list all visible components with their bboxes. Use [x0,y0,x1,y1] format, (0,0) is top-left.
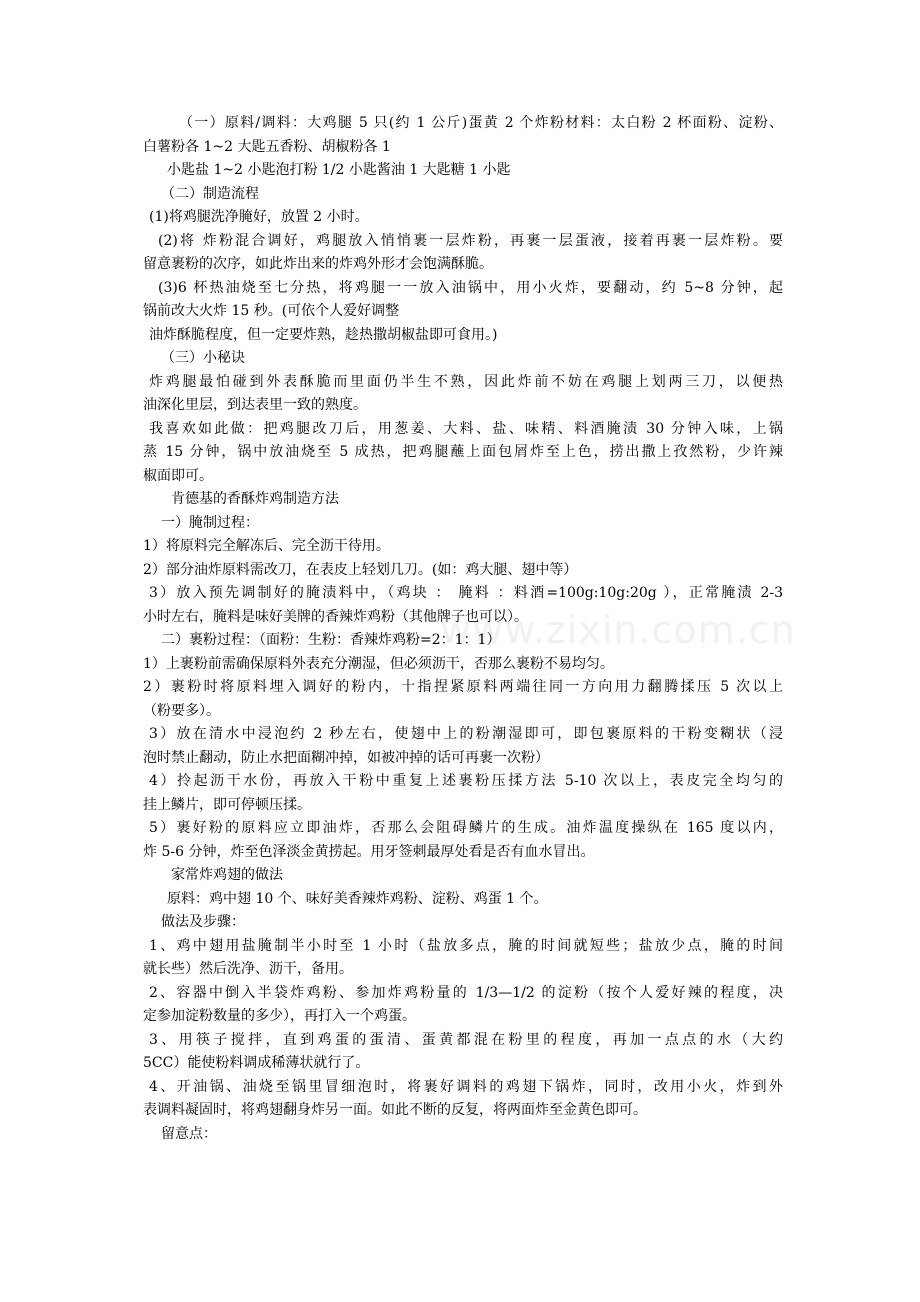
text-line: （二）制造流程 [161,185,259,202]
text-line: 3）放在清水中浸泡约 2 秒左右，使翅中上的粉潮湿即可，即包裹原料的干粉变糊状（浸 [149,726,783,742]
text-line: 小时左右，腌料是味好美牌的香辣炸鸡粉（其他牌子也可以）。 [143,608,528,625]
text-line: 5）裹好粉的原料应立即油炸，否那么会阻碍鳞片的生成。油炸温度操纵在 165 度以内， [149,820,783,836]
text-line: 3、用筷子搅拌，直到鸡蛋的蛋清、蛋黄都混在粉里的程度，再加一点点的水（大约 [149,1031,783,1048]
text-line: 二）裹粉过程：（面粉：生粉：香辣炸鸡粉=2：1：1） [161,632,501,648]
text-line: 2）裹粉时将原料埋入调好的粉内，十指捏紧原料两端往同一方向用力翻腾揉压 5 次以上 [143,679,783,695]
watermark: www.zixin.com.cn [440,608,796,652]
text-line: 4、开油锅、油烧至锅里冒细泡时，将裹好调料的鸡翅下锅炸，同时，改用小火，炸到外 [149,1078,783,1095]
document-body [143,112,783,1146]
text-line: 3）放入预先调制好的腌渍料中，（鸡块 ： 腌料 ：料酒=100g:10g:20g ），正常腌渍 2-3 [149,585,783,601]
text-line: 泡时禁止翻动，防止水把面糊冲掉，如被冲掉的话可再裹一次粉） [143,749,549,766]
text-line: 白薯粉各 1~2 大匙五香粉、胡椒粉各 1 [143,138,391,155]
text-line: 5CC）能使粉料调成稀薄状就行了。 [143,1055,370,1071]
text-line: (3)6 杯热油烧至七分热，将鸡腿一一放入油锅中，用小火炸，要翻动，约 5~8 分钟，起 [158,279,783,296]
text-line: 做法及步骤： [161,914,245,930]
text-line: 油炸酥脆程度，但一定要炸熟，趁热撒胡椒盐即可食用。) [149,326,498,343]
text-line: 锅前改大火炸 15 秒。(可依个人爱好调整 [143,303,400,319]
text-line: （粉要多）。 [143,702,220,719]
text-line: 留意裹粉的次序，如此炸出来的炸鸡外形才会饱满酥脆。 [143,256,493,272]
text-line: 原料：鸡中翅 10 个、味好美香辣炸鸡粉、淀粉、鸡蛋 1 个。 [167,890,548,907]
text-line: (1)将鸡腿洗净腌好，放置 2 小时。 [149,209,369,225]
text-line: 2）部分油炸原料需改刀，在表皮上轻划几刀。(如：鸡大腿、翅中等） [143,561,578,578]
text-line: 炸 5-6 分钟，炸至色泽淡金黄捞起。用牙签刺最厚处看是否有血水冒出。 [143,843,595,860]
text-line: 蒸 15 分钟，锅中放油烧至 5 成热，把鸡腿蘸上面包屑炸至上色，捞出撒上孜然粉，少许辣 [143,444,783,460]
text-line: 就长些）然后洗净、沥干，备用。 [143,961,353,977]
text-line: 1）上裹粉前需确保原料外表充分潮湿，但必须沥干，否那么裹粉不易均匀。 [143,655,614,672]
text-line: 4）拎起沥干水份，再放入干粉中重复上述裹粉压揉方法 5-10 次以上，表皮完全均匀的 [149,773,783,789]
text-line: 表调料凝固时，将鸡翅翻身炸另一面。如此不断的反复，将两面炸至金黄色即可。 [143,1102,647,1118]
text-line: (2)将 炸粉混合调好，鸡腿放入悄悄裹一层炸粉，再裹一层蛋液，接着再裹一层炸粉。要 [158,232,783,249]
text-line: 一）腌制过程： [161,514,259,531]
text-line: 小匙盐 1~2 小匙泡打粉 1/2 小匙酱油 1 大匙糖 1 小匙 [167,162,511,178]
text-line: 炸鸡腿最怕碰到外表酥脆而里面仍半生不熟，因此炸前不妨在鸡腿上划两三刀，以便热 [149,373,783,390]
text-line: 1）将原料完全解冻后、完全沥干待用。 [143,538,390,554]
text-line: 1、鸡中翅用盐腌制半小时至 1 小时（盐放多点，腌的时间就短些；盐放少点，腌的时间 [149,937,783,954]
text-line: 油深化里层，到达表里一致的熟度。 [143,397,367,413]
text-line: 家常炸鸡翅的做法 [171,867,283,883]
text-line: 肯德基的香酥炸鸡制造方法 [171,491,339,507]
text-line: （三）小秘诀 [161,350,245,366]
text-line: （一）原料/调料：大鸡腿 5 只(约 1 公斤)蛋黄 2 个炸粉材料：太白粉 2 杯面粉、淀粉、 [179,115,783,131]
text-line: 我喜欢如此做：把鸡腿改刀后，用葱姜、大料、盐、味精、料酒腌渍 30 分钟入味，上锅 [149,420,783,437]
text-line: 挂上鳞片，即可停顿压揉。 [143,796,311,813]
text-line: 2、容器中倒入半袋炸鸡粉、参加炸鸡粉量的 1/3—1/2 的淀粉（按个人爱好辣的程度，决 [149,984,783,1001]
text-line: 椒面即可。 [143,467,213,484]
text-line: 定参加淀粉数量的多少），再打入一个鸡蛋。 [143,1008,416,1024]
text-line: 留意点： [161,1125,217,1142]
